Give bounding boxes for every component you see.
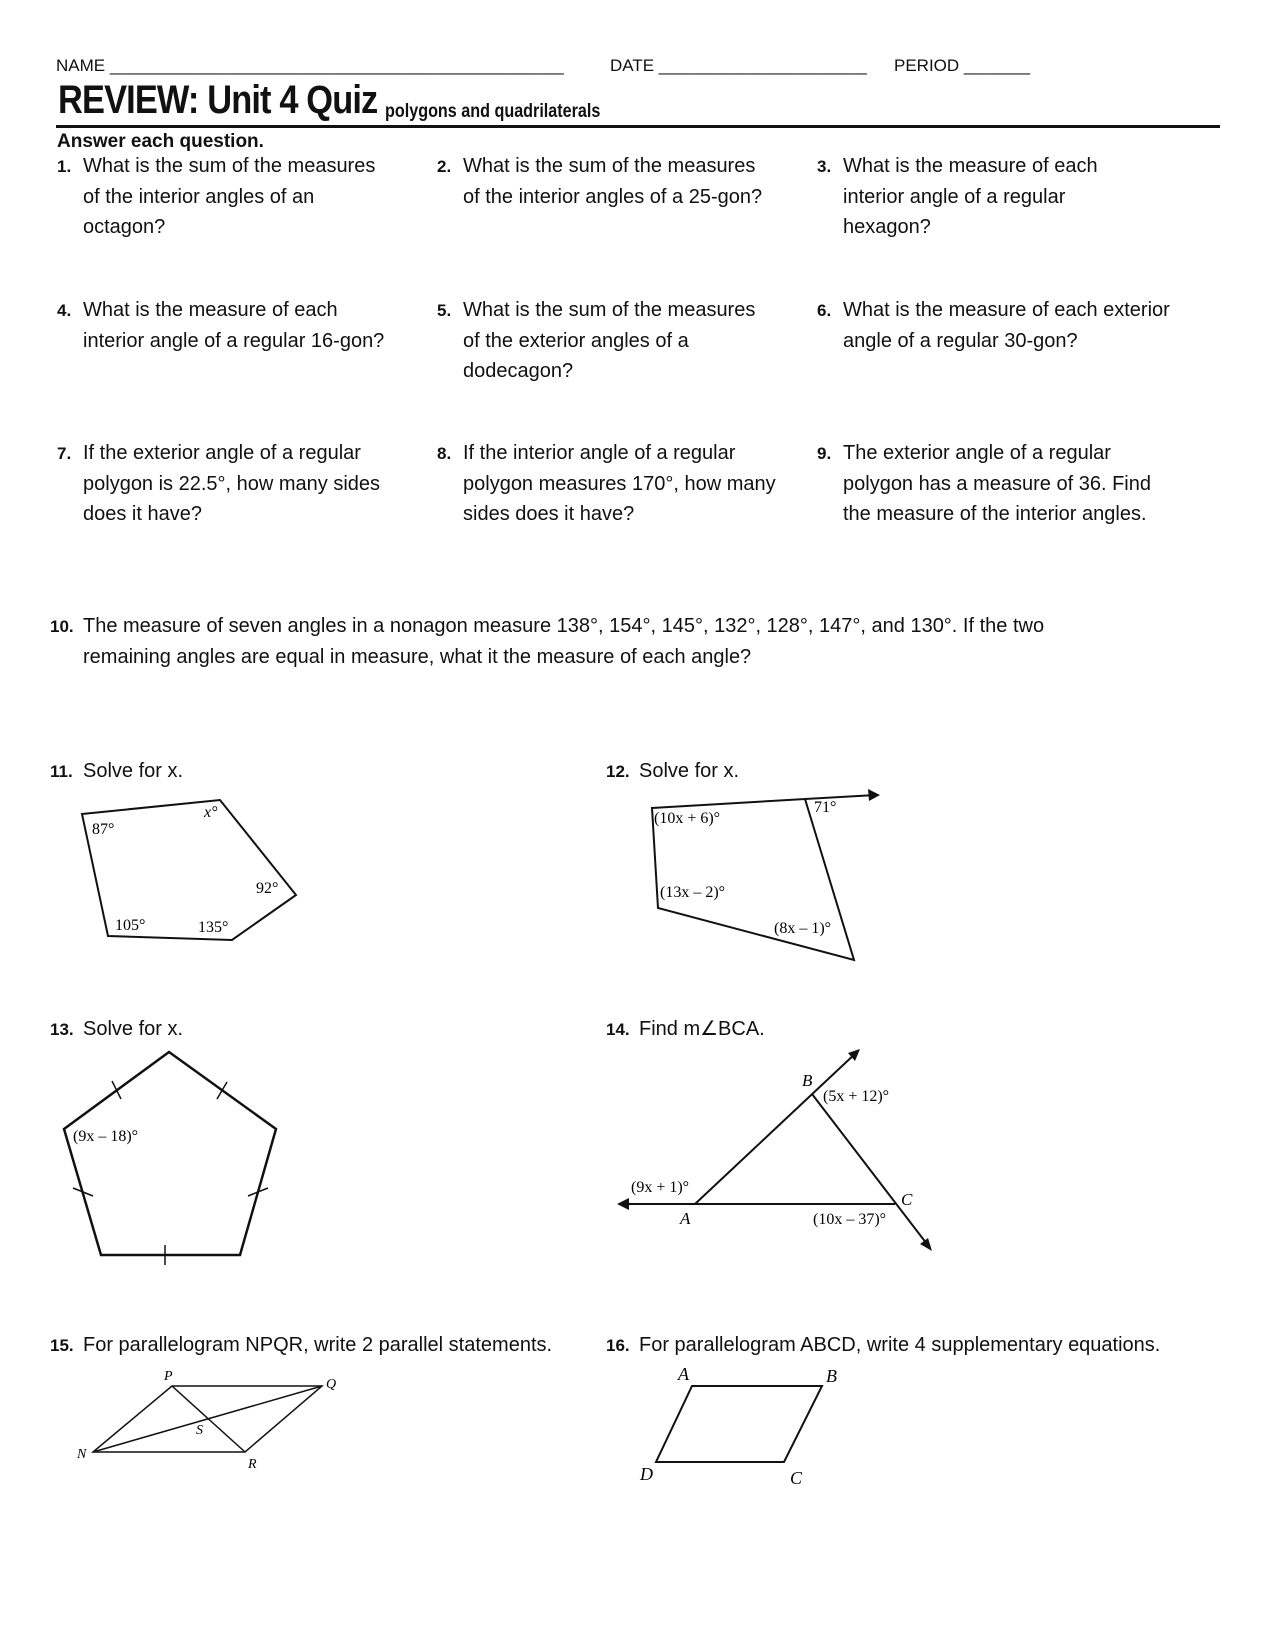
arrowhead-icon: [920, 1238, 932, 1251]
question-text: Solve for x.: [83, 1018, 184, 1040]
question-number: 3.: [817, 157, 832, 176]
figure-14-triangle: [615, 1040, 955, 1260]
vertex-label: D: [640, 1464, 653, 1484]
page-subtitle: polygons and quadrilaterals: [385, 101, 601, 122]
tick-mark: [217, 1082, 227, 1099]
angle-label: (9x + 1)°: [631, 1179, 690, 1196]
angle-label: (13x – 2)°: [660, 884, 726, 901]
figure-16-parallelogram: [630, 1362, 860, 1492]
question-number: 10.: [50, 617, 74, 636]
angle-label: 87°: [92, 821, 115, 838]
vertex-label: B: [826, 1366, 837, 1386]
question-number: 12.: [606, 762, 630, 781]
question-text: What is the measure of each exterior angle of a regular 30-gon?: [843, 299, 1170, 352]
vertex-label: S: [196, 1423, 203, 1438]
vertex-label: P: [164, 1369, 173, 1384]
vertex-label: Q: [326, 1377, 337, 1392]
question-number: 1.: [57, 157, 72, 176]
angle-label: x°: [204, 804, 218, 821]
angle-label: 92°: [256, 880, 279, 897]
question-number: 15.: [50, 1336, 74, 1355]
vertex-label: B: [802, 1071, 813, 1090]
question-text: For parallelogram NPQR, write 2 parallel statements.: [83, 1334, 553, 1356]
angle-label: 71°: [814, 799, 837, 816]
question-text: What is the sum of the measures of the exterior angles of a dodecagon?: [463, 299, 756, 382]
vertex-label: C: [901, 1190, 913, 1209]
vertex-label: C: [790, 1468, 803, 1488]
question-number: 13.: [50, 1020, 74, 1039]
name-field-label: NAME ________________________________________________: [56, 56, 564, 75]
question-number: 6.: [817, 301, 832, 320]
figure-12-quadrilateral: [640, 775, 900, 975]
angle-label: (5x + 12)°: [823, 1088, 890, 1105]
angle-label: (9x – 18)°: [73, 1128, 139, 1145]
parallelogram-shape: [656, 1386, 822, 1462]
question-text: What is the measure of each interior angle of a regular hexagon?: [843, 155, 1098, 238]
question-text: The exterior angle of a regular polygon has a measure of 36. Find the measure of the interior angles.: [843, 442, 1151, 525]
title-rule: [56, 125, 1220, 128]
page-title: REVIEW: Unit 4 Quiz: [58, 78, 378, 122]
vertex-label: A: [680, 1209, 691, 1228]
figure-15-parallelogram: [70, 1360, 360, 1480]
date-field-label: DATE ______________________: [610, 56, 867, 75]
question-text: Solve for x.: [639, 760, 740, 782]
arrowhead-icon: [617, 1198, 629, 1210]
diagonal-nq: [93, 1386, 322, 1452]
question-text: For parallelogram ABCD, write 4 supplementary equations.: [639, 1334, 1161, 1356]
period-field-label: PERIOD _______: [894, 56, 1031, 75]
question-number: 9.: [817, 444, 832, 463]
angle-label: 135°: [198, 919, 229, 936]
question-number: 5.: [437, 301, 452, 320]
figure-11-pentagon: [70, 790, 330, 960]
vertex-label: R: [248, 1457, 257, 1472]
question-number: 14.: [606, 1020, 630, 1039]
question-number: 11.: [50, 762, 73, 781]
angle-label: (8x – 1)°: [774, 920, 832, 937]
question-text: Solve for x.: [83, 760, 184, 782]
line-ab: [695, 1052, 857, 1204]
instructions: Answer each question.: [57, 131, 264, 152]
figure-13-regular-pentagon: [55, 1045, 295, 1275]
question-text: What is the sum of the measures of the interior angles of a 25-gon?: [463, 155, 763, 208]
question-text: What is the sum of the measures of the interior angles of an octagon?: [83, 155, 376, 238]
pentagon-shape: [64, 1052, 276, 1255]
question-text: If the interior angle of a regular polygon measures 170°, how many sides does it have?: [463, 442, 776, 525]
vertex-label: N: [77, 1447, 87, 1462]
angle-label: 105°: [115, 917, 146, 934]
tick-mark: [112, 1081, 121, 1099]
angle-label: (10x – 37)°: [813, 1211, 887, 1228]
question-text: What is the measure of each interior angle of a regular 16-gon?: [83, 299, 385, 352]
angle-label: (10x + 6)°: [654, 810, 721, 827]
question-number: 7.: [57, 444, 72, 463]
vertex-label: A: [678, 1364, 689, 1384]
question-text: Find m∠BCA.: [639, 1018, 765, 1040]
question-number: 4.: [57, 301, 72, 320]
question-number: 2.: [437, 157, 452, 176]
question-number: 16.: [606, 1336, 630, 1355]
question-text: The measure of seven angles in a nonagon measure 138°, 154°, 145°, 132°, 128°, 147°, and 130°. If the two remaining angles are equal in measure, what it the measure of each angle?: [83, 615, 1045, 668]
question-text: If the exterior angle of a regular polygon is 22.5°, how many sides does it have?: [83, 442, 381, 525]
question-number: 8.: [437, 444, 452, 463]
arrowhead-icon: [868, 789, 880, 801]
